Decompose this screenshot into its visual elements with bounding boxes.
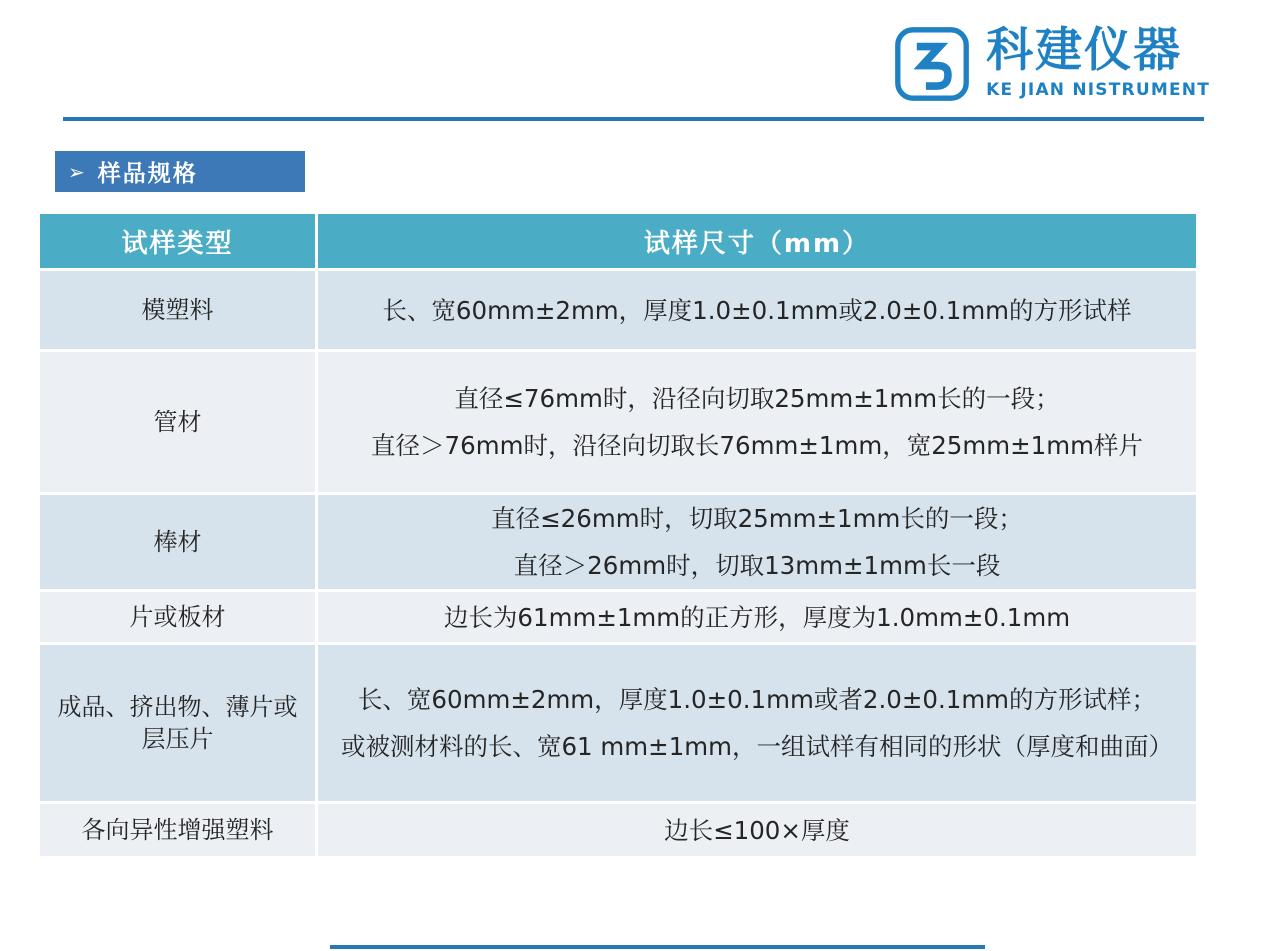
sample-size-cell <box>318 495 1196 589</box>
table-row <box>40 495 1196 589</box>
spec-line: 或被测材料的长、宽61 mm±1mm，一组试样有相同的形状（厚度和曲面） <box>340 732 1174 761</box>
spec-line: 长、宽60mm±2mm，厚度1.0±0.1mm或2.0±0.1mm的方形试样 <box>382 295 1132 325</box>
spec-line: 边长为61mm±1mm的正方形，厚度为1.0mm±0.1mm <box>443 602 1071 632</box>
spec-line: 直径≤26mm时，切取25mm±1mm长的一段； <box>491 504 1023 533</box>
logo-icon <box>894 26 970 102</box>
sample-type-cell: 各向异性增强塑料 <box>40 804 318 856</box>
sample-size-cell <box>318 645 1196 801</box>
section-badge <box>55 151 305 192</box>
spec-line: 直径＞26mm时，切取13mm±1mm长一段 <box>513 551 1001 580</box>
table-row <box>40 804 1196 856</box>
sample-size-cell <box>318 804 1196 856</box>
sample-type-cell: 棒材 <box>40 495 318 589</box>
sample-size-cell <box>318 592 1196 642</box>
spec-line: 长、宽60mm±2mm，厚度1.0±0.1mm或者2.0±0.1mm的方形试样； <box>357 685 1157 714</box>
sample-type-cell: 模塑料 <box>40 271 318 349</box>
table-row <box>40 592 1196 642</box>
footer-divider <box>330 945 985 949</box>
header-sample-size: 试样尺寸（mm） <box>643 228 871 259</box>
spec-table <box>40 214 1196 856</box>
sample-type-cell: 管材 <box>40 352 318 492</box>
logo-text <box>986 23 1210 101</box>
spec-line: 直径＞76mm时，沿径向切取长76mm±1mm，宽25mm±1mm样片 <box>371 431 1143 460</box>
table-body <box>40 271 1196 856</box>
sample-size-cell <box>318 352 1196 492</box>
sample-type-cell: 成品、挤出物、薄片或层压片 <box>40 645 318 801</box>
header-divider <box>63 117 1204 121</box>
sample-type-cell: 片或板材 <box>40 592 318 642</box>
sample-size-cell <box>318 271 1196 349</box>
logo-title: 科建仪器 <box>986 23 1183 78</box>
table-row <box>40 271 1196 349</box>
logo <box>894 23 1210 102</box>
table-row <box>40 352 1196 492</box>
table-header-row <box>40 214 1196 268</box>
spec-line: 直径≤76mm时，沿径向切取25mm±1mm长的一段； <box>454 384 1060 413</box>
section-title: 样品规格 <box>97 161 198 187</box>
spec-line: 边长≤100×厚度 <box>664 815 850 845</box>
arrow-icon: ➢ <box>68 159 85 184</box>
table-row <box>40 645 1196 801</box>
header-sample-type: 试样类型 <box>40 214 318 268</box>
logo-subtitle: KE JIAN NISTRUMENT <box>986 80 1210 101</box>
